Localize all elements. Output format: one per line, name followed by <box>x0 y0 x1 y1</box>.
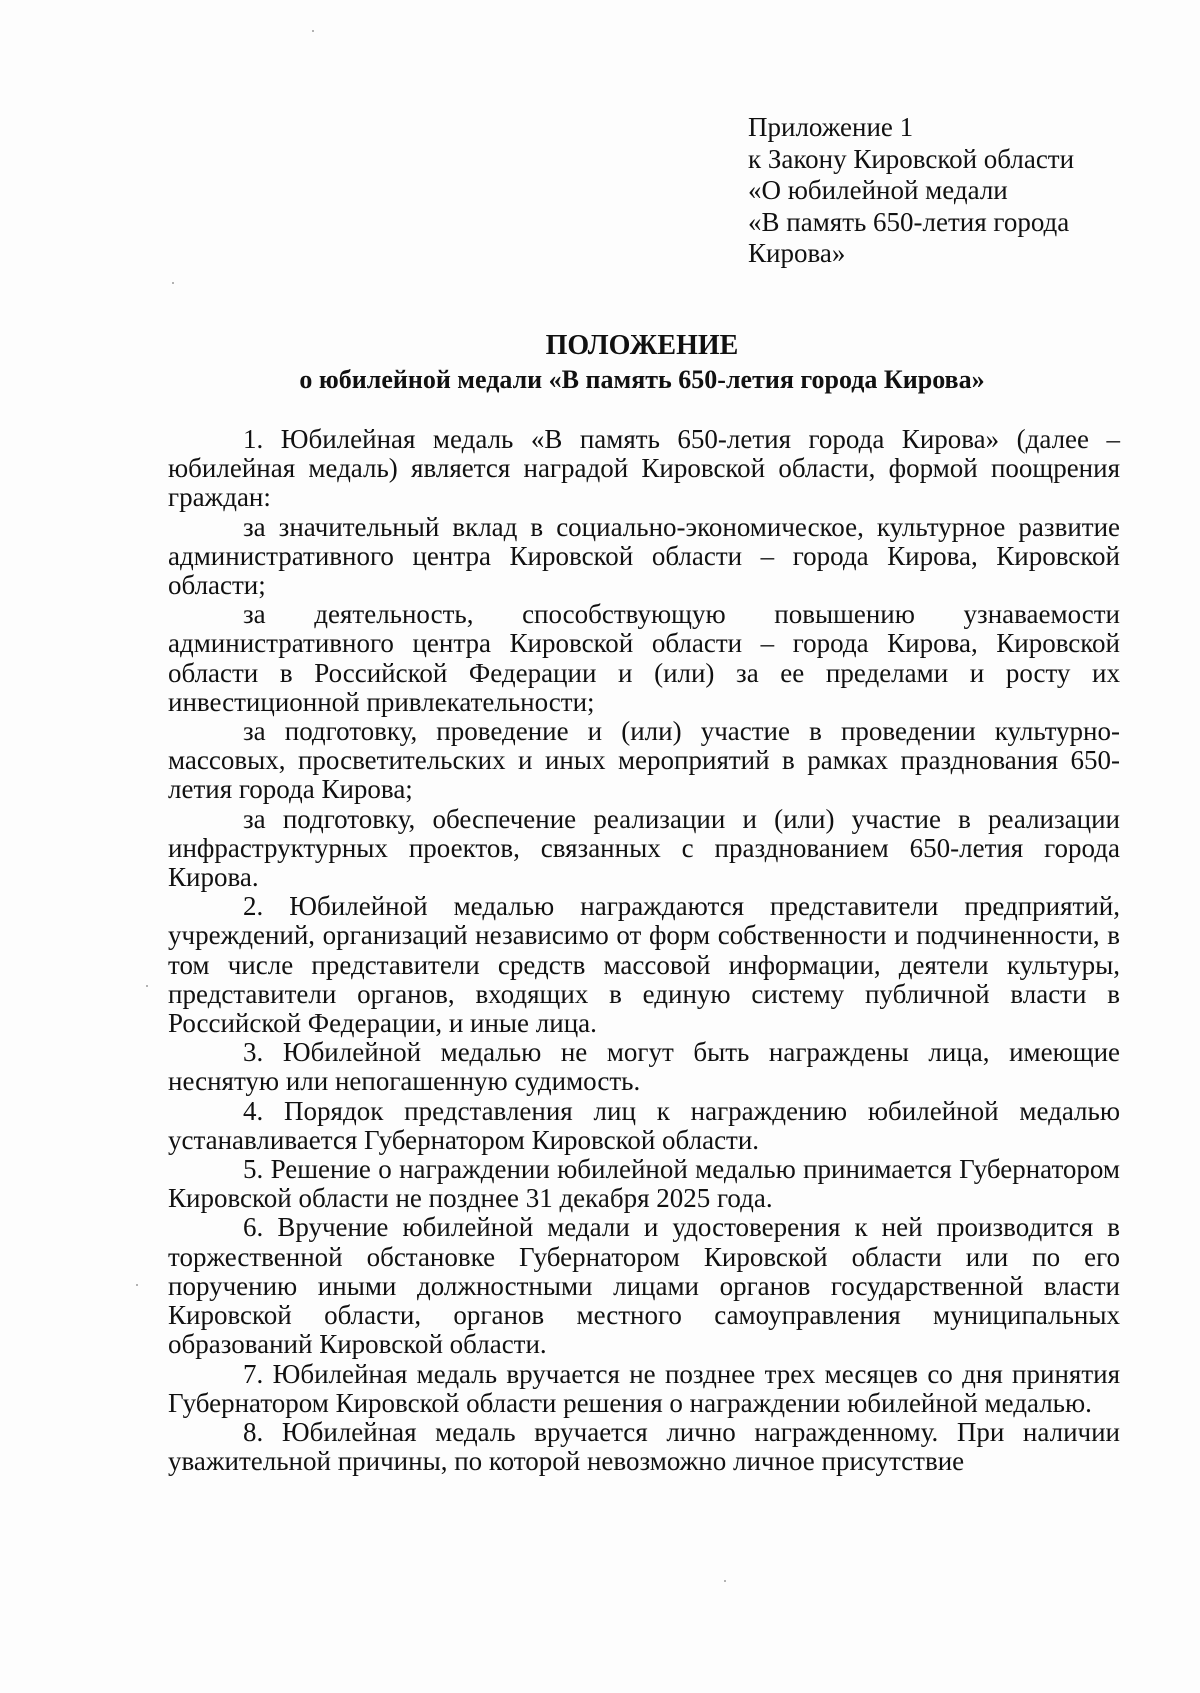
document-body <box>168 425 1120 1476</box>
paragraph-1-item-4: за подготовку, обеспечение реализации и (или) участие в реализации инфраструктурных проектов, связанных с празднованием 650-летия города Кирова. <box>168 803 1120 893</box>
paragraph-6: 6. Вручение юбилейной медали и удостоверения к ней производится в торжественной обстановке Губернатором Кировской области или по его поручению иными должностными лицами органов государственной власти Кировской области, органов местного самоуправления муниципальных образований Кировской области. <box>168 1212 1120 1360</box>
document-title: ПОЛОЖЕНИЕ <box>545 330 739 361</box>
appendix-line: Приложение 1 <box>748 112 914 142</box>
appendix-line: «О юбилейной медали <box>748 175 1008 205</box>
appendix-line: к Закону Кировской области <box>748 143 1075 174</box>
paragraph-5: 5. Решение о награждении юбилейной медалью принимается Губернатором Кировской области не позднее 31 декабря 2025 года. <box>168 1154 1120 1214</box>
document-subtitle: о юбилейной медали «В память 650-летия города Кирова» <box>299 365 985 394</box>
paragraph-8: 8. Юбилейная медаль вручается лично награжденному. При наличии уважительной причины, по которой невозможно личное присутствие <box>168 1416 1120 1477</box>
scan-speck <box>724 1580 726 1582</box>
scan-speck <box>146 985 148 987</box>
paragraph-4: 4. Порядок представления лиц к награждению юбилейной медалью устанавливается Губернатором Кировской области. <box>168 1095 1120 1155</box>
appendix-line: Кирова» <box>748 238 846 268</box>
paragraph-1-item-3: за подготовку, проведение и (или) участие в проведении культурно-массовых, просветительских и иных мероприятий в рамках празднования 650-летия города Кирова; <box>168 716 1120 805</box>
appendix-line: «В память 650-летия города <box>748 206 1070 237</box>
paragraph-1: 1. Юбилейная медаль «В память 650-летия города Кирова» (далее – юбилейная медаль) является наградой Кировской области, формой поощрения граждан: <box>168 424 1120 513</box>
appendix-reference <box>748 112 1148 270</box>
paragraph-7: 7. Юбилейная медаль вручается не позднее трех месяцев со дня принятия Губернатором Кировской области решения о награждении юбилейной медалью. <box>168 1358 1120 1418</box>
paragraph-3: 3. Юбилейной медалью не могут быть награждены лица, имеющие неснятую или непогашенную судимость. <box>168 1037 1120 1097</box>
scan-speck <box>312 30 314 32</box>
paragraph-1-item-2: за деятельность, способствующую повышению узнаваемости административного центра Кировской области – города Кирова, Кировской области в Российской Федерации и (или) за ее пределами и росту их инвестиционной привлекательности; <box>168 599 1120 717</box>
scan-speck <box>172 282 174 284</box>
paragraph-2: 2. Юбилейной медалью награждаются представители предприятий, учреждений, организаций независимо от форм собственности и подчиненности, в том числе представители средств массовой информации, деятели культуры, представители органов, входящих в единую систему публичной власти в Российской Федерации, и иные лица. <box>168 891 1120 1039</box>
scan-speck <box>136 1284 138 1286</box>
paragraph-1-item-1: за значительный вклад в социально-экономическое, культурное развитие административного центра Кировской области – города Кирова, Кировской области; <box>168 511 1120 601</box>
